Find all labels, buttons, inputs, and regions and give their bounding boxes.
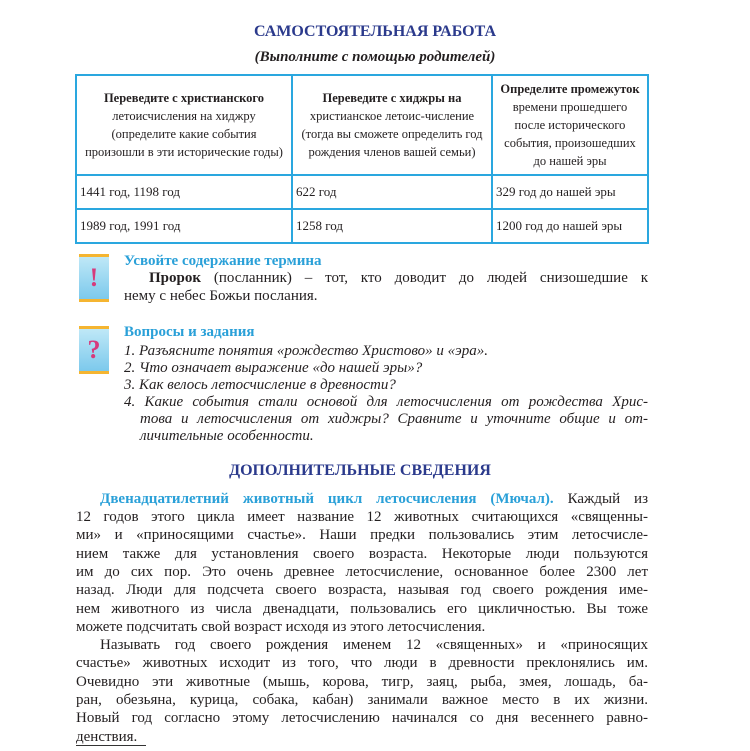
term-line: нему с небес Божьи послания. bbox=[124, 288, 318, 304]
table-header bbox=[76, 75, 292, 175]
question-icon: ? bbox=[79, 326, 109, 374]
question-item: 4. Какие события стали основой для летосчисления от рождества Хрис- bbox=[124, 394, 648, 410]
table-header-row bbox=[76, 75, 648, 175]
paragraph-line: им до сих пор. Это очень древнее летосчисление, основанное более 2300 лет bbox=[76, 563, 648, 580]
table-row bbox=[76, 209, 648, 243]
table-cell: 1200 год до нашей эры bbox=[492, 209, 648, 243]
question-item: 2. Что означает выражение «до нашей эры»? bbox=[124, 360, 423, 376]
table-row bbox=[76, 175, 648, 209]
paragraph-line: ми» и «приносящими счастье». Наши предки пользовались этим летосчисле- bbox=[76, 527, 648, 544]
term-definition: (посланник) – тот, кто доводит до людей снизошедшие к bbox=[201, 270, 648, 286]
page-subtitle: (Выполните с помощью родителей) bbox=[254, 49, 496, 65]
paragraph-line: назад. Люди для подсчета своего возраста, называя год своего рождения име- bbox=[76, 582, 648, 599]
paragraph-line: счастье» животных исходит из того, что люди в древности преклонялись им. bbox=[76, 655, 648, 672]
section-heading: ДОПОЛНИТЕЛЬНЫЕ СВЕДЕНИЯ bbox=[229, 462, 491, 479]
paragraph-line: Называть год своего рождения именем 12 «священных» и «приносящих bbox=[100, 637, 648, 654]
paragraph-line: денствия. bbox=[76, 728, 138, 745]
exclamation-icon: ! bbox=[79, 254, 109, 302]
paragraph-line: можете подсчитать свой возраст исходя из этого летосчисления. bbox=[76, 618, 486, 635]
lead-term: Двенадцатилетний животный цикл летосчисления (Мючал). bbox=[100, 491, 554, 507]
footnote-divider bbox=[76, 745, 146, 746]
question-item: 3. Как велось летосчисление в древности? bbox=[124, 377, 396, 393]
paragraph-line bbox=[100, 491, 648, 508]
paragraph-line: ран, обезьяна, курица, собака, кабан) занимали важное место в их жизни. bbox=[76, 692, 648, 708]
term-heading: Усвойте содержание термина bbox=[124, 253, 322, 269]
page-title: САМОСТОЯТЕЛЬНАЯ РАБОТА bbox=[253, 23, 497, 40]
header-rest: христианское летоис-числение (тогда вы сможете определить год рождения членов вашей семьи) bbox=[301, 109, 483, 159]
question-item: 1. Разъясните понятия «рождество Христово» и «эра». bbox=[124, 343, 489, 359]
exercise-table bbox=[75, 74, 649, 244]
header-bold: Переведите с христианского bbox=[103, 91, 265, 105]
table-header bbox=[292, 75, 492, 175]
paragraph-line: Новый год согласно этому летосчислению начинался со дня весеннего равно- bbox=[76, 710, 648, 727]
question-item: личительные особенности. bbox=[140, 428, 314, 444]
table-cell: 1441 год, 1198 год bbox=[76, 175, 292, 209]
lead-rest: Каждый из bbox=[553, 491, 648, 507]
table-cell: 1989 год, 1991 год bbox=[76, 209, 292, 243]
term-line bbox=[124, 270, 648, 287]
table-cell: 329 год до нашей эры bbox=[492, 175, 648, 209]
paragraph-line: нием также для установления своего возраста. Некоторые люди пользуются bbox=[76, 545, 648, 562]
paragraph-line: нем животного из числа двенадцати, пользовались его цикличностью. Вы тоже bbox=[76, 600, 648, 617]
header-rest: времени прошедшего после исторического события, произошедших до нашей эры bbox=[504, 100, 636, 168]
table-header bbox=[492, 75, 648, 175]
table-cell: 622 год bbox=[292, 175, 492, 209]
paragraph-line: 12 годов этого цикла имеет название 12 животных считающихся «священны- bbox=[76, 509, 648, 525]
term-word: Пророк bbox=[149, 270, 201, 286]
question-item: това и летосчисления от хиджры? Сравните и уточните общие и от- bbox=[140, 411, 648, 427]
questions-heading: Вопросы и задания bbox=[124, 324, 255, 340]
paragraph-line: Очевидно эти животные (мышь, корова, тигр, заяц, рыба, змея, лошадь, ба- bbox=[76, 673, 648, 690]
header-bold: Переведите с хиджры на bbox=[322, 91, 462, 105]
header-rest: летоисчисления на хиджру (определите какие события произошли в эти исторические годы) bbox=[85, 109, 283, 159]
header-bold: Определите промежуток bbox=[500, 82, 640, 96]
table-cell: 1258 год bbox=[292, 209, 492, 243]
